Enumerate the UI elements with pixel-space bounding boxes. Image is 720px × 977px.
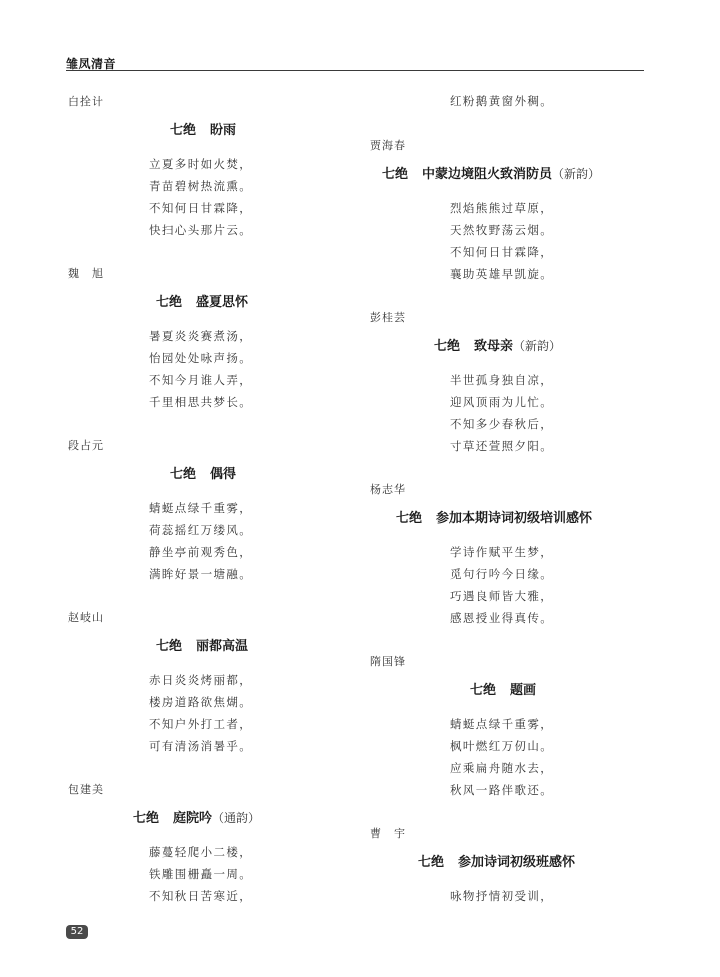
poem-line: 襄助英雄早凯旋。 [450, 267, 554, 281]
poem-author: 赵岐山 [68, 611, 104, 624]
poem-line: 烈焰熊熊过草原， [450, 201, 554, 215]
poem-line: 蜻蜓点绿千重雾， [450, 717, 554, 731]
poem-line: 楼房道路欲焦煳。 [149, 695, 253, 709]
poem-line: 千里相思共梦长。 [149, 395, 253, 409]
poem-title: 七绝 参加诗词初级班感怀 [418, 855, 576, 870]
poem-line: 觅句行吟今日缘。 [450, 567, 554, 581]
page-header [66, 53, 644, 71]
poem-line: 学诗作赋平生梦， [450, 545, 554, 559]
poem-title: 七绝 题画 [470, 683, 537, 698]
poem-author: 段占元 [68, 439, 104, 452]
poem-line: 感恩授业得真传。 [450, 611, 554, 625]
poem-line: 不知秋日苦寒近， [149, 889, 253, 903]
poem-line: 藤蔓轻爬小二楼， [149, 845, 253, 859]
poem-line-continuation: 红粉鹅黄窗外稠。 [450, 94, 554, 108]
poem-line: 可有清汤消暑乎。 [149, 739, 253, 753]
page-number-badge: 52 [66, 925, 88, 939]
poem-line: 寸草还萱照夕阳。 [450, 439, 554, 453]
poem-line: 咏物抒情初受训， [450, 889, 554, 903]
poem-line: 秋风一路伴歌还。 [450, 783, 554, 797]
poem-line: 不知今月谁人弄， [149, 373, 253, 387]
poem-line: 赤日炎炎烤丽都， [149, 673, 253, 687]
poem-line: 暑夏炎炎赛煮汤， [149, 329, 253, 343]
poem-author: 彭桂芸 [370, 311, 406, 324]
poem-author: 魏 旭 [68, 267, 104, 280]
poem-line: 荷蕊摇红万缕风。 [149, 523, 253, 537]
poem-author: 隋国锋 [370, 655, 406, 668]
poem-line: 静坐亭前观秀色， [149, 545, 253, 559]
poem-line: 不知何日甘霖降， [149, 201, 253, 215]
poem-line: 迎风顶雨为儿忙。 [450, 395, 554, 409]
poem-line: 快扫心头那片云。 [149, 223, 253, 237]
poem-title: 七绝 中蒙边境阻火致消防员（新韵） [382, 167, 601, 182]
poem-author: 白拴计 [68, 95, 104, 108]
poem-author: 曹 宇 [370, 827, 406, 840]
header-title: 雏凤清音 [66, 57, 117, 71]
poem-title: 七绝 盼雨 [170, 123, 237, 138]
poem-line: 不知何日甘霖降， [450, 245, 554, 259]
poem-line: 天然牧野荡云烟。 [450, 223, 554, 237]
poem-title: 七绝 庭院吟（通韵） [133, 811, 261, 826]
poem-line: 青苗碧树热流熏。 [149, 179, 253, 193]
poem-author: 贾海春 [370, 139, 406, 152]
poem-title: 七绝 致母亲（新韵） [434, 339, 562, 354]
poem-line: 半世孤身独自凉， [450, 373, 554, 387]
poem-author: 包建美 [68, 783, 104, 796]
poem-title: 七绝 参加本期诗词初级培训感怀 [396, 511, 593, 526]
poem-title: 七绝 盛夏思怀 [156, 295, 249, 310]
poem-title: 七绝 偶得 [170, 467, 237, 482]
poem-line: 枫叶燃红万仞山。 [450, 739, 554, 753]
poem-author: 杨志华 [370, 483, 406, 496]
poem-line: 不知多少春秋后， [450, 417, 554, 431]
poem-line: 怡园处处咏声扬。 [149, 351, 253, 365]
poem-line: 立夏多时如火焚， [149, 157, 253, 171]
poem-line: 铁雕围栅矗一周。 [149, 867, 253, 881]
poem-line: 蜻蜓点绿千重雾， [149, 501, 253, 515]
poem-line: 应乘扁舟随水去， [450, 761, 554, 775]
poem-line: 巧遇良师皆大雅， [450, 589, 554, 603]
poem-title: 七绝 丽都高温 [156, 639, 249, 654]
poem-line: 不知户外打工者， [149, 717, 253, 731]
poem-line: 满眸好景一塘融。 [149, 567, 253, 581]
